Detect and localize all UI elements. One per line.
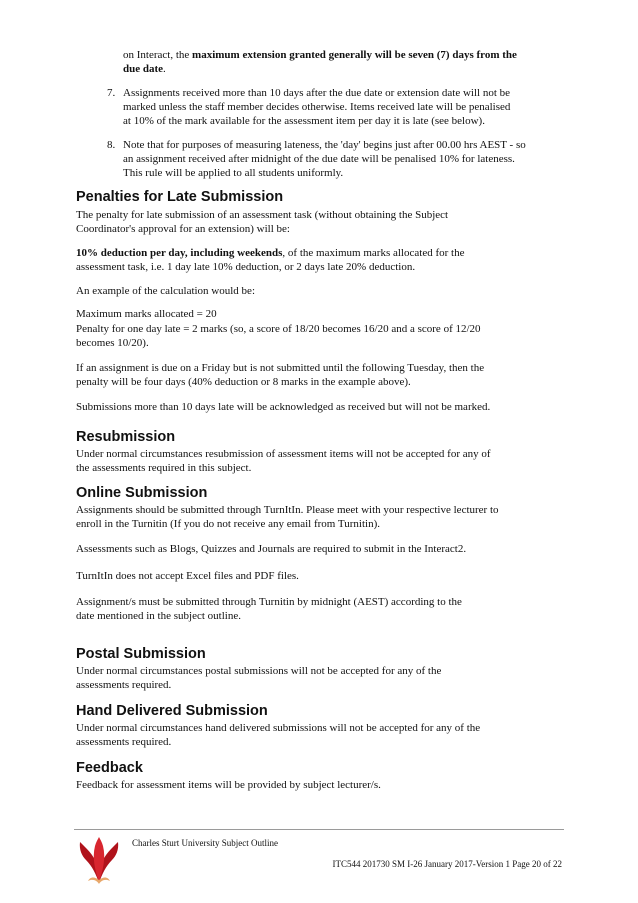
footer-divider: [74, 829, 564, 830]
friday-line: If an assignment is due on a Friday but is not submitted until the following Tuesday, then the: [76, 362, 485, 374]
section-heading-feedback: Feedback: [76, 760, 143, 776]
list-item-6-continuation: [123, 48, 517, 76]
list-number-7: 7.: [107, 87, 116, 99]
section-heading-postal: Postal Submission: [76, 646, 206, 662]
friday-line: penalty will be four days (40% deduction or 8 marks in the example above).: [76, 376, 411, 388]
example-intro: An example of the calculation would be:: [76, 285, 255, 297]
item6-period: .: [163, 63, 166, 75]
penalties-rule: [76, 246, 464, 274]
online-p1-line: Assignments should be submitted through TurnItIn. Please meet with your respective lecturer to: [76, 504, 499, 516]
item6-bold-text: maximum extension granted generally will be seven (7) days from the: [192, 49, 517, 61]
hand-line: Under normal circumstances hand delivered submissions will not be accepted for any of the: [76, 722, 481, 734]
online-p2: Assessments such as Blogs, Quizzes and Journals are required to submit in the Interact2.: [76, 543, 467, 555]
section-heading-online: Online Submission: [76, 485, 208, 501]
item8-line: an assignment received after midnight of the due date will be penalised 10% for lateness.: [123, 153, 515, 165]
penalties-intro: [76, 208, 448, 236]
penalties-intro-line: Coordinator's approval for an extension) will be:: [76, 223, 290, 235]
ten-days-rule: Submissions more than 10 days late will be acknowledged as received but will not be marked.: [76, 401, 491, 413]
online-p1-line: enroll in the Turnitin (If you do not receive any email from Turnitin).: [76, 518, 380, 530]
friday-rule: [76, 361, 484, 389]
resubmission-line: the assessments required in this subject.: [76, 462, 252, 474]
example-penalty-line: becomes 10/20).: [76, 337, 149, 349]
online-p4-line: date mentioned in the subject outline.: [76, 610, 241, 622]
item7-line: Assignments received more than 10 days after the due date or extension date will not be: [123, 87, 511, 99]
resubmission-line: Under normal circumstances resubmission of assessment items will not be accepted for any of: [76, 448, 491, 460]
penalties-rule-bold: 10% deduction per day, including weekends: [76, 247, 283, 259]
online-p1: [76, 503, 499, 531]
penalties-rule-line2: assessment task, i.e. 1 day late 10% deduction, or 2 days late 20% deduction.: [76, 261, 416, 273]
section-heading-hand-delivered: Hand Delivered Submission: [76, 703, 268, 719]
example-penalty: [76, 322, 481, 350]
postal-line: Under normal circumstances postal submissions will not be accepted for any of the: [76, 665, 442, 677]
example-penalty-line: Penalty for one day late = 2 marks (so, a score of 18/20 becomes 16/20 and a score of 12/20: [76, 323, 481, 335]
resubmission-text: [76, 447, 491, 475]
penalties-rule-text: , of the maximum marks allocated for the: [282, 247, 465, 259]
online-p4-line: Assignment/s must be submitted through Turnitin by midnight (AEST) according to the: [76, 596, 462, 608]
item6-bold-text-2: due date: [123, 63, 164, 75]
section-heading-penalties: Penalties for Late Submission: [76, 189, 284, 205]
item8-line: Note that for purposes of measuring lateness, the 'day' begins just after 00.00 hrs AEST - so: [123, 139, 526, 151]
item6-text: on Interact, the: [123, 49, 193, 61]
list-item-8: [123, 138, 526, 180]
online-p3: TurnItIn does not accept Excel files and PDF files.: [76, 570, 299, 582]
csu-logo-icon: [76, 836, 122, 884]
penalties-intro-line: The penalty for late submission of an assessment task (without obtaining the Subject: [76, 209, 449, 221]
hand-line: assessments required.: [76, 736, 172, 748]
hand-delivered-text: [76, 721, 480, 749]
example-max-marks: Maximum marks allocated = 20: [76, 308, 217, 320]
item7-line: at 10% of the mark available for the assessment item per day it is late (see below).: [123, 115, 485, 127]
postal-text: [76, 664, 441, 692]
list-item-7: [123, 86, 510, 128]
feedback-text: Feedback for assessment items will be provided by subject lecturer/s.: [76, 779, 381, 791]
item8-line: This rule will be applied to all students uniformly.: [123, 167, 344, 179]
footer-page-info: ITC544 201730 SM I-26 January 2017-Version 1 Page 20 of 22: [332, 859, 562, 869]
footer-university: Charles Sturt University Subject Outline: [132, 838, 278, 848]
item7-line: marked unless the staff member decides otherwise. Items received late will be penalised: [123, 101, 511, 113]
postal-line: assessments required.: [76, 679, 172, 691]
online-p4: [76, 595, 462, 623]
section-heading-resubmission: Resubmission: [76, 429, 176, 445]
list-number-8: 8.: [107, 139, 116, 151]
